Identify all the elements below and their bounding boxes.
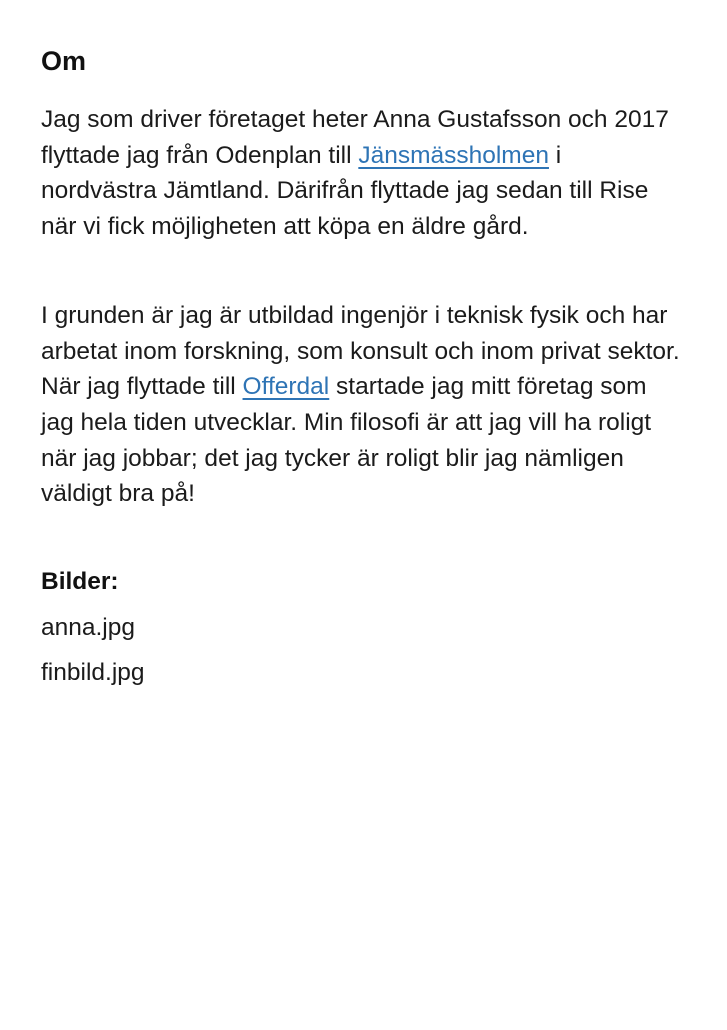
background-paragraph-text-after: startade jag mitt företag som jag hela tiden utvecklar. Min filosofi är att jag vill ha roligt när jag jobbar; det jag tycker är roligt blir jag nämligen väldigt bra på! <box>41 373 652 508</box>
images-section-heading: Bilder: <box>41 568 119 596</box>
image-file-name-anna: anna.jpg <box>41 613 136 641</box>
background-paragraph <box>41 298 680 512</box>
background-paragraph-text-before: I grunden är jag är utbildad ingenjör i teknisk fysik och har arbetat inom forskning, som konsult och inom privat sektor. När jag flyttade till <box>41 301 680 401</box>
intro-paragraph-text-before: Jag som driver företaget heter Anna Gustafsson och 2017 flyttade jag från Odenplan till <box>41 106 669 169</box>
image-file-name-finbild: finbild.jpg <box>41 659 145 687</box>
link-offerdal[interactable]: Offerdal <box>242 373 330 401</box>
link-jansmassholmen[interactable]: Jänsmässholmen <box>358 141 549 169</box>
intro-paragraph-text-after: i nordvästra Jämtland. Därifrån flyttade jag sedan till Rise när vi fick möjligheten att köpa en äldre gård. <box>41 141 649 241</box>
page-title: Om <box>41 46 87 76</box>
intro-paragraph <box>41 102 680 245</box>
